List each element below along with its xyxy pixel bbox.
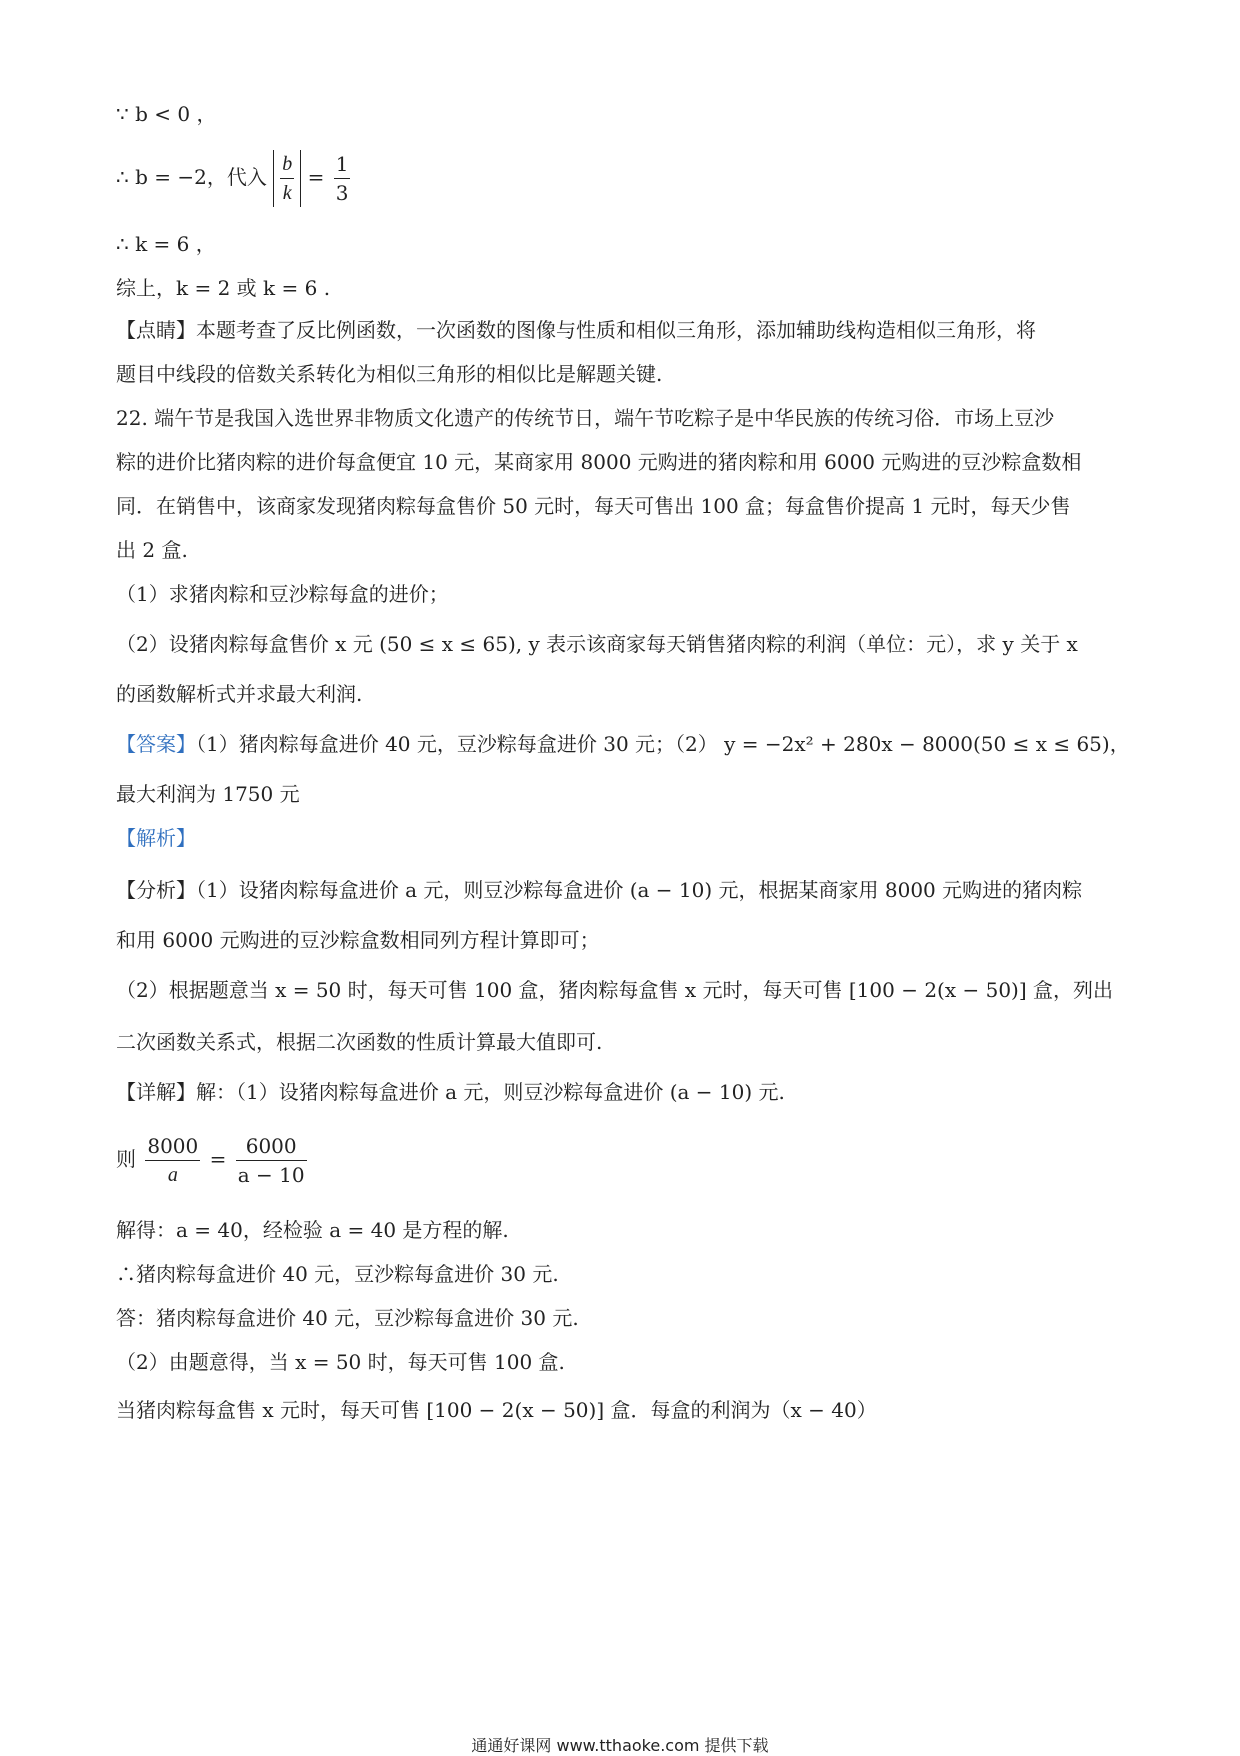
question-line: 出 2 盒. <box>116 538 188 562</box>
question-line: 的函数解析式并求最大利润. <box>116 682 363 706</box>
denominator: a <box>167 1164 178 1186</box>
analysis-heading: 【解析】 <box>116 826 196 850</box>
text-line: ∴ k = 6 ， <box>116 232 216 256</box>
denominator: a − 10 <box>237 1163 305 1187</box>
formula-line <box>116 150 353 207</box>
equals: = <box>307 165 331 189</box>
footer-watermark: 通通好课网 www.tthaoke.com 提供下载 <box>471 1736 769 1755</box>
denominator: k <box>282 182 292 204</box>
question-line: 粽的进价比猪肉粽的进价每盒便宜 10 元，某商家用 8000 元购进的猪肉粽和用 6000 元购进的豆沙粽盒数相 <box>116 450 1082 474</box>
question-line: 同．在销售中，该商家发现猪肉粽每盒售价 50 元时，每天可售出 100 盒；每盒售价提高 1 元时，每天少售 <box>116 494 1071 518</box>
analysis-line: 二次函数关系式，根据二次函数的性质计算最大值即可. <box>116 1030 603 1054</box>
answer-tag: 【答案】 <box>116 732 196 756</box>
text-line: 综上，k = 2 或 k = 6 . <box>116 276 331 300</box>
analysis-line: 和用 6000 元购进的豆沙粽盒数相同列方程计算即可； <box>116 928 600 952</box>
solution-line: 当猪肉粽每盒售 x 元时，每天可售 [100 − 2(x − 50)] 盒．每盒的利润为（x − 40） <box>116 1398 877 1422</box>
fraction <box>145 1132 200 1189</box>
solution-line: 【详解】解：（1）设猪肉粽每盒进价 a 元，则豆沙粽每盒进价 (a − 10) 元. <box>116 1080 785 1104</box>
answer-text: （1）猪肉粽每盒进价 40 元，豆沙粽每盒进价 30 元；（2） y = −2x² + 280x − 8000(50 ≤ x ≤ 65)， <box>196 732 1130 756</box>
comment-line: 题目中线段的倍数关系转化为相似三角形的相似比是解题关键. <box>116 362 663 386</box>
analysis-line: （2）根据题意当 x = 50 时，每天可售 100 盒，猪肉粽每盒售 x 元时，每天可售 [100 − 2(x − 50)] 盒，列出 <box>116 978 1114 1002</box>
text-span: ∴ b = −2，代入 <box>116 165 267 189</box>
text-line: ∵ b < 0 ， <box>116 102 217 126</box>
numerator: b <box>280 150 294 179</box>
numerator: 1 <box>334 150 351 179</box>
solution-line: 解得：a = 40，经检验 a = 40 是方程的解. <box>116 1218 509 1242</box>
analysis-line: 【分析】（1）设猪肉粽每盒进价 a 元，则豆沙粽每盒进价 (a − 10) 元，根据某商家用 8000 元购进的猪肉粽 <box>116 878 1083 902</box>
solution-line: （2）由题意得，当 x = 50 时，每天可售 100 盒. <box>116 1350 565 1374</box>
solution-line: 答：猪肉粽每盒进价 40 元，豆沙粽每盒进价 30 元. <box>116 1306 579 1330</box>
formula-line <box>116 1132 310 1189</box>
comment-line: 【点睛】本题考查了反比例函数，一次函数的图像与性质和相似三角形，添加辅助线构造相似三角形，将 <box>116 318 1036 342</box>
fraction <box>334 150 351 207</box>
solution-line: ∴猪肉粽每盒进价 40 元，豆沙粽每盒进价 30 元. <box>116 1262 559 1286</box>
text-span: 则 <box>116 1147 136 1171</box>
fraction <box>236 1132 307 1189</box>
answer-line: 最大利润为 1750 元 <box>116 782 300 806</box>
equals: = <box>209 1147 233 1171</box>
absolute-value <box>273 150 301 207</box>
question-line: 22. 端午节是我国入选世界非物质文化遗产的传统节日，端午节吃粽子是中华民族的传统习俗．市场上豆沙 <box>116 406 1055 430</box>
numerator: 8000 <box>145 1132 200 1161</box>
question-line: （1）求猪肉粽和豆沙粽每盒的进价； <box>116 582 449 606</box>
denominator: 3 <box>335 181 349 205</box>
answer-line <box>116 728 1130 757</box>
fraction <box>280 150 294 207</box>
question-line: （2）设猪肉粽每盒售价 x 元 (50 ≤ x ≤ 65), y 表示该商家每天销售猪肉粽的利润（单位：元），求 y 关于 x <box>116 632 1078 656</box>
numerator: 6000 <box>236 1132 307 1161</box>
